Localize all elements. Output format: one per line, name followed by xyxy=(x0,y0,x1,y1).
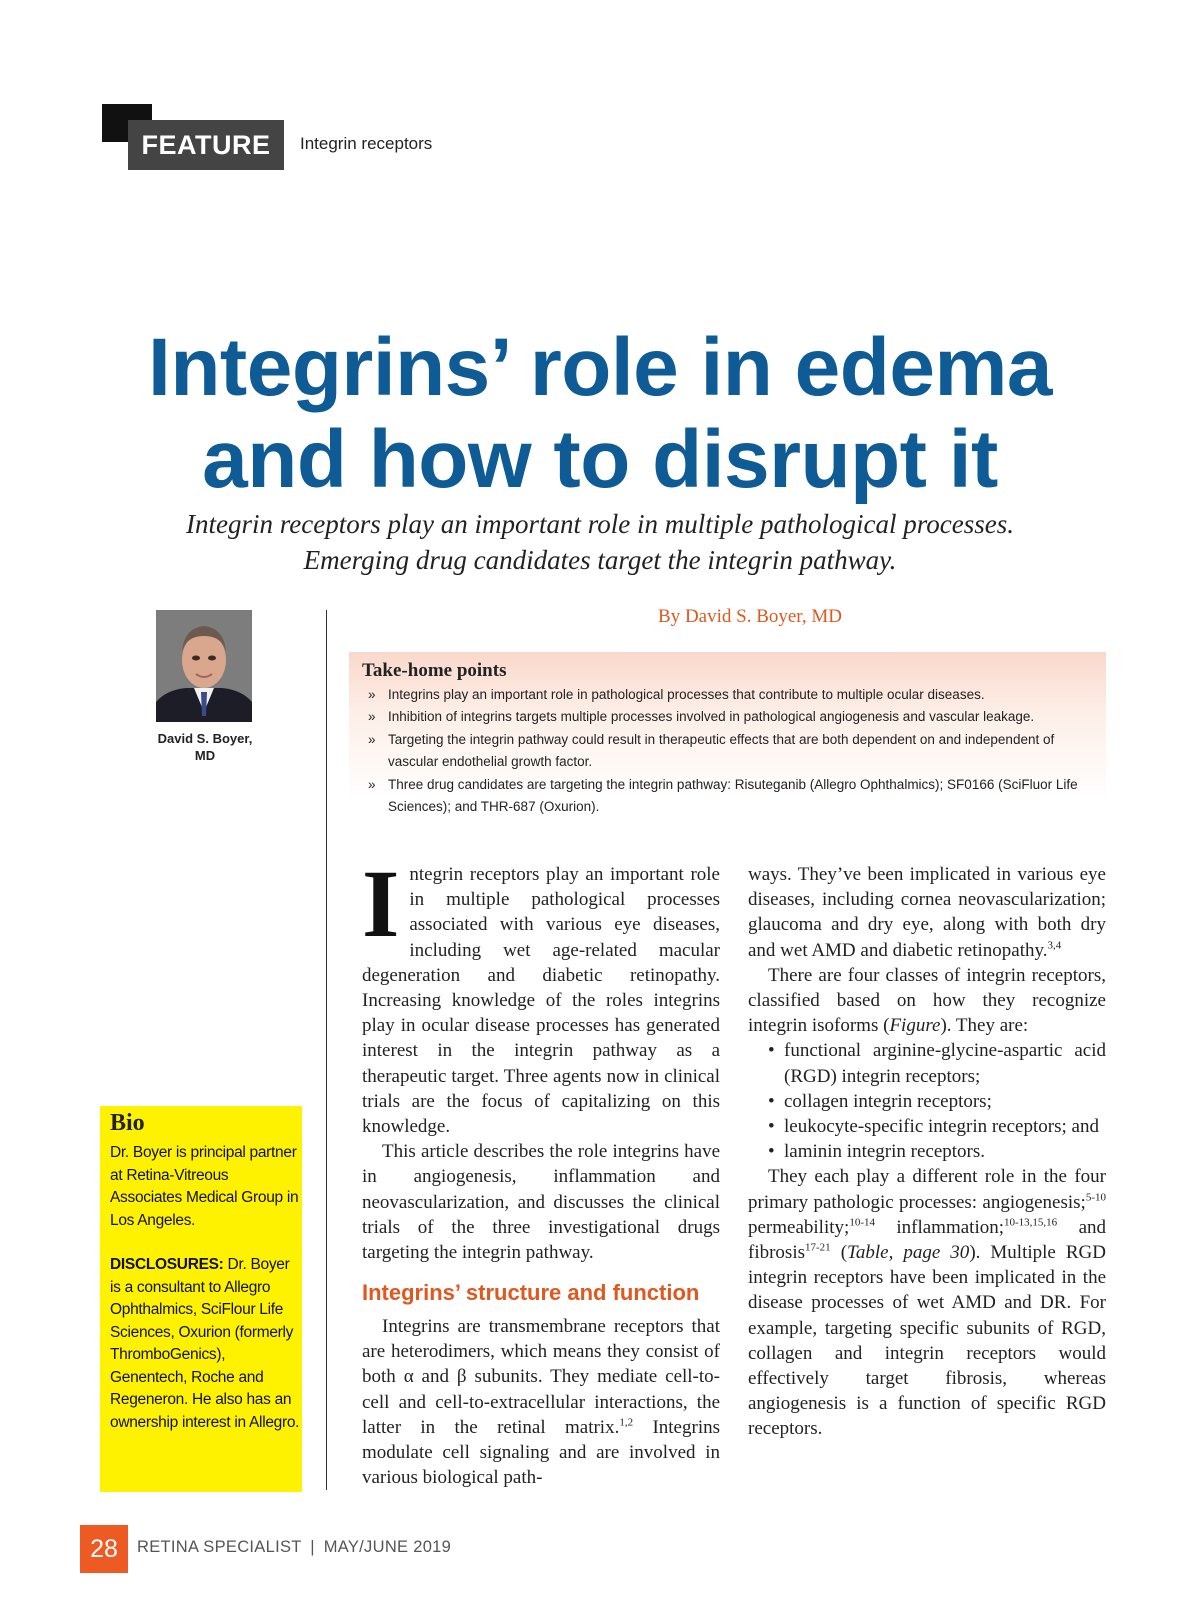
bio-text: Dr. Boyer is principal partner at Retina-Vitreous Associates Medical Group in Los Angeles. xyxy=(110,1144,299,1229)
body-column-1b xyxy=(362,1314,720,1490)
author-caption xyxy=(130,730,280,764)
table-ref: Table, page 30 xyxy=(847,1242,970,1264)
point-text: Integrins play an important role in pathological processes that contribute to multiple ocular diseases. xyxy=(388,687,985,702)
section-topic: Integrin receptors xyxy=(300,134,433,153)
title-line-1: Integrins’ role in edema xyxy=(148,322,1052,413)
author-caption-line-2: MD xyxy=(194,748,216,763)
point-text: Targeting the integrin pathway could result in therapeutic effects that are both dependent on and independent of vascular endothelial growth factor. xyxy=(388,732,1055,769)
paragraph-4-text: There are four classes of integrin receptors, classified based on how they recognize integrin isoforms ( xyxy=(748,964,1106,1037)
point-marker: » xyxy=(368,732,376,747)
author-caption-line-1: David S. Boyer, xyxy=(157,731,253,746)
section-label: FEATURE xyxy=(128,120,284,170)
paragraph-5-text: inflammation; xyxy=(874,1216,1005,1238)
paragraph-5-text: ). Multiple RGD integrin receptors have been implicated in the disease processes of wet AMD and DR. For example, targeting specific subunits of RGD, collagen and integrin receptors would effectively target fibrosis, whereas angiogenesis is a function of specific RGD receptors. xyxy=(748,1242,1107,1440)
footer-separator: | xyxy=(310,1538,315,1556)
paragraph-3-text-end: ways. They’ve been implicated in various eye diseases, including cornea neovascularization; glaucoma and dry eye, along with both dry and wet AMD and diabetic retinopathy. xyxy=(748,864,1106,961)
paragraph-3 xyxy=(362,1314,720,1490)
list-item: • functional arginine-glycine-aspartic acid (RGD) integrin receptors; xyxy=(748,1038,1106,1088)
title-line-2: and how to disrupt it xyxy=(202,414,998,505)
list-item: • laminin integrin receptors. xyxy=(748,1139,1106,1164)
figure-ref: Figure xyxy=(889,1015,941,1037)
point-marker: » xyxy=(368,777,376,792)
paragraph-3-text-cont: Integrins modulate cell signaling and are involved in various biological path- xyxy=(362,1416,720,1489)
point-text: Inhibition of integrins targets multiple processes involved in pathological angiogenesis and vascular leakage. xyxy=(388,709,1035,724)
paragraph-3-text: Integrins are transmembrane receptors that are heterodimers, which means they consist of both α and β subunits. They mediate cell-to-cell and cell-to-extracellular interactions, the latter in the retinal matrix. xyxy=(362,1316,720,1438)
list-item: • collagen integrin receptors; xyxy=(748,1089,1106,1114)
paragraph-2: This article describes the role integrins have in angiogenesis, inflammation and neovascularization, and discusses the clinical trials of the three investigational drugs targeting the integrin pathway. xyxy=(362,1141,720,1264)
paragraph-5-text: permeability; xyxy=(748,1216,850,1238)
reference: 10-14 xyxy=(849,1216,875,1229)
takehome-point xyxy=(368,706,1088,728)
section-heading: Integrins’ structure and function xyxy=(362,1280,700,1305)
disclosures-text: Dr. Boyer is a consultant to Allegro Ophthalmics, SciFlour Life Sciences, Oxurion (formerly ThromboGenics), Genentech, Roche and Regeneron. He also has an ownership interest in Allegro. xyxy=(110,1256,300,1431)
body-column-1 xyxy=(362,850,720,1265)
disclosures-label: DISCLOSURES: xyxy=(110,1256,224,1273)
bio-disclosures xyxy=(110,1254,300,1434)
column-divider xyxy=(326,610,327,1490)
takehome-title: Take-home points xyxy=(362,660,507,681)
publication-name: RETINA SPECIALIST xyxy=(137,1538,302,1556)
subtitle-line-1: Integrin receptors play an important role in multiple pathological processes. xyxy=(186,509,1014,539)
reference: 3,4 xyxy=(1047,939,1062,952)
drop-cap: I xyxy=(362,850,400,957)
body-column-2 xyxy=(748,862,1106,1442)
takehome-point xyxy=(368,729,1088,773)
author-photo xyxy=(156,610,252,722)
takehome-point xyxy=(368,684,1088,706)
paragraph-5-text: ( xyxy=(830,1242,848,1264)
reference: 10-13,15,16 xyxy=(1004,1216,1058,1229)
article-title xyxy=(60,322,1140,506)
list-item: • leukocyte-specific integrin receptors; and xyxy=(748,1114,1106,1139)
paragraph-4-text-end: ). They are: xyxy=(940,1015,1029,1037)
receptor-list xyxy=(748,1038,1106,1164)
paragraph-5-text: They each play a different role in the four primary pathologic processes: angiogenesis; xyxy=(748,1166,1106,1213)
byline: By David S. Boyer, MD xyxy=(658,606,842,627)
point-text: Three drug candidates are targeting the integrin pathway: Risuteganib (Allegro Ophthalmics); SF0166 (SciFluor Life Sciences); and THR-687 (Oxurion). xyxy=(388,777,1078,814)
article-subtitle xyxy=(60,506,1140,578)
bio-heading: Bio xyxy=(110,1110,145,1136)
paragraph-5 xyxy=(748,1164,1106,1441)
paragraph-3-continued xyxy=(748,862,1106,963)
takehome-point xyxy=(368,774,1088,818)
subtitle-line-2: Emerging drug candidates target the integrin pathway. xyxy=(303,545,897,575)
point-marker: » xyxy=(368,687,376,702)
page-number: 28 xyxy=(80,1525,128,1573)
paragraph-1: ntegrin receptors play an important role in multiple pathological processes associated with various eye diseases, including wet age-related macular degeneration and diabetic retinopathy. Increasing knowledge of the roles integrins play in ocular disease processes has generated interest in the integrin pathway as a therapeutic target. Three agents now in clinical trials are the focus of capitalizing on this knowledge. xyxy=(362,864,720,1138)
issue-date: MAY/JUNE 2019 xyxy=(323,1538,452,1556)
paragraph-5-text: and fibrosis xyxy=(748,1216,1106,1264)
reference: 5-10 xyxy=(1085,1191,1106,1204)
footer-publication-line xyxy=(137,1538,451,1557)
point-marker: » xyxy=(368,709,376,724)
paragraph-4 xyxy=(748,963,1106,1039)
reference: 1,2 xyxy=(619,1416,634,1429)
reference: 17-21 xyxy=(805,1241,831,1254)
